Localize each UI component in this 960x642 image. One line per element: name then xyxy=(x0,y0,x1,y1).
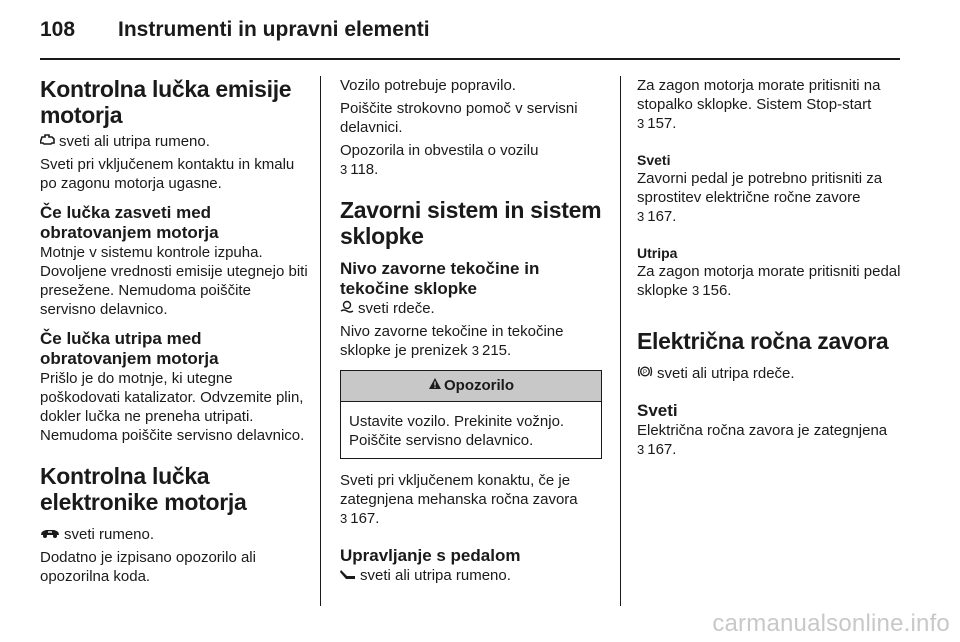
paragraph: Za zagon motorja morate pritisniti pedal sklopke 3 156. xyxy=(637,263,901,299)
indicator-status: sveti ali utripa rumeno. xyxy=(40,132,308,151)
indicator-status: P sveti ali utripa rdeče. xyxy=(637,364,907,383)
car-wrench-icon xyxy=(40,525,60,544)
warning-header xyxy=(341,371,601,402)
engine-icon xyxy=(40,132,55,151)
paragraph: Sveti pri vključenem kontaktu in kmalu po zagonu motorja ugasne. xyxy=(40,156,295,192)
paragraph: Prišlo je do motnje, ki utegne poškodovati katalizator. Odvzemite plin, dokler lučka ne preneha utripati. Nemudoma poiščite servisno delavnico. xyxy=(40,370,305,444)
indicator-status: sveti rdeče. xyxy=(340,299,602,318)
paragraph: Nivo zavorne tekočine in tekočine sklopke je prenizek 3 215. xyxy=(340,323,564,359)
page-header xyxy=(0,0,960,60)
paragraph: Sveti pri vključenem konaktu, če je zategnjena mehanska ročna zavora 3 167. xyxy=(340,472,578,527)
page-ref-arrow-icon: 3 xyxy=(340,162,348,177)
column-1 xyxy=(40,76,308,586)
paragraph: Motnje v sistemu kontrole izpuha. Dovoljene vrednosti emisije utegnejo biti presežene. Nemudoma poiščite servisno delavnico. xyxy=(40,244,308,318)
section-heading: Kontrolna lučka emisije motorja xyxy=(40,76,292,128)
column-2 xyxy=(340,76,602,585)
indicator-status: sveti ali utripa rumeno. xyxy=(340,566,602,585)
warning-box xyxy=(340,370,602,459)
section-heading: Kontrolna lučka elektronike motorja xyxy=(40,463,247,515)
warning-triangle-icon xyxy=(428,371,442,401)
subsection-heading: Če lučka utripa med obratovanjem motorja xyxy=(40,329,219,368)
running-title: Instrumenti in upravni elementi xyxy=(118,18,430,41)
column-divider xyxy=(320,76,321,606)
column-divider xyxy=(620,76,621,606)
section-heading: Električna ročna zavora xyxy=(637,328,889,354)
page-ref: 167. xyxy=(647,208,677,225)
indicator-status: sveti rumeno. xyxy=(40,525,308,544)
watermark: carmanualsonline.info xyxy=(712,610,950,637)
minor-heading: Utripa xyxy=(637,245,678,261)
paragraph: Vozilo potrebuje popravilo. xyxy=(340,77,516,94)
section-heading: Zavorni sistem in sistem sklopke xyxy=(340,197,602,249)
page-ref-arrow-icon: 3 xyxy=(692,283,700,298)
paragraph: Zavorni pedal je potrebno pritisniti za sprostitev električne ročne zavore 3 167. xyxy=(637,170,883,225)
parking-brake-icon xyxy=(637,364,653,383)
subsection-heading: Sveti xyxy=(637,401,678,420)
subsection-heading: Upravljanje s pedalom xyxy=(340,546,521,565)
minor-heading: Sveti xyxy=(637,152,671,168)
header-rule xyxy=(40,58,900,60)
page-ref: 167. xyxy=(647,441,677,458)
pedal-icon xyxy=(340,566,356,585)
column-3 xyxy=(637,76,907,459)
page-ref-arrow-icon: 3 xyxy=(637,209,645,224)
paragraph: Dodatno je izpisano opozorilo ali opozorilna koda. xyxy=(40,549,256,585)
page-ref-arrow-icon: 3 xyxy=(637,442,645,457)
subsection-heading: Nivo zavorne tekočine in tekočine sklopke xyxy=(340,259,540,298)
paragraph: Poiščite strokovno pomoč v servisni delavnici. xyxy=(340,100,578,136)
warning-title: Opozorilo xyxy=(444,377,514,394)
page-ref: 167. xyxy=(350,510,380,527)
svg-text:P: P xyxy=(643,370,648,376)
subsection-heading: Če lučka zasveti med obratovanjem motorja xyxy=(40,203,219,242)
page-number: 108 xyxy=(40,18,76,41)
page-ref-arrow-icon: 3 xyxy=(471,343,479,358)
page-ref: 215. xyxy=(481,342,512,359)
brake-fluid-icon xyxy=(340,299,354,318)
page-ref: 118. xyxy=(350,161,379,178)
page-ref: 156. xyxy=(702,282,732,299)
paragraph: Električna ročna zavora je zategnjena 3 167. xyxy=(637,422,888,458)
paragraph: Za zagon motorja morate pritisniti na stopalko sklopke. Sistem Stop-start 3 157. xyxy=(637,77,881,132)
page-ref: 157. xyxy=(647,115,677,132)
page-ref-arrow-icon: 3 xyxy=(637,116,645,131)
page-ref-arrow-icon: 3 xyxy=(340,511,348,526)
warning-body: Ustavite vozilo. Prekinite vožnjo. Poiščite servisno delavnico. xyxy=(349,413,565,449)
paragraph: Opozorila in obvestila o vozilu 3 118. xyxy=(340,142,539,178)
